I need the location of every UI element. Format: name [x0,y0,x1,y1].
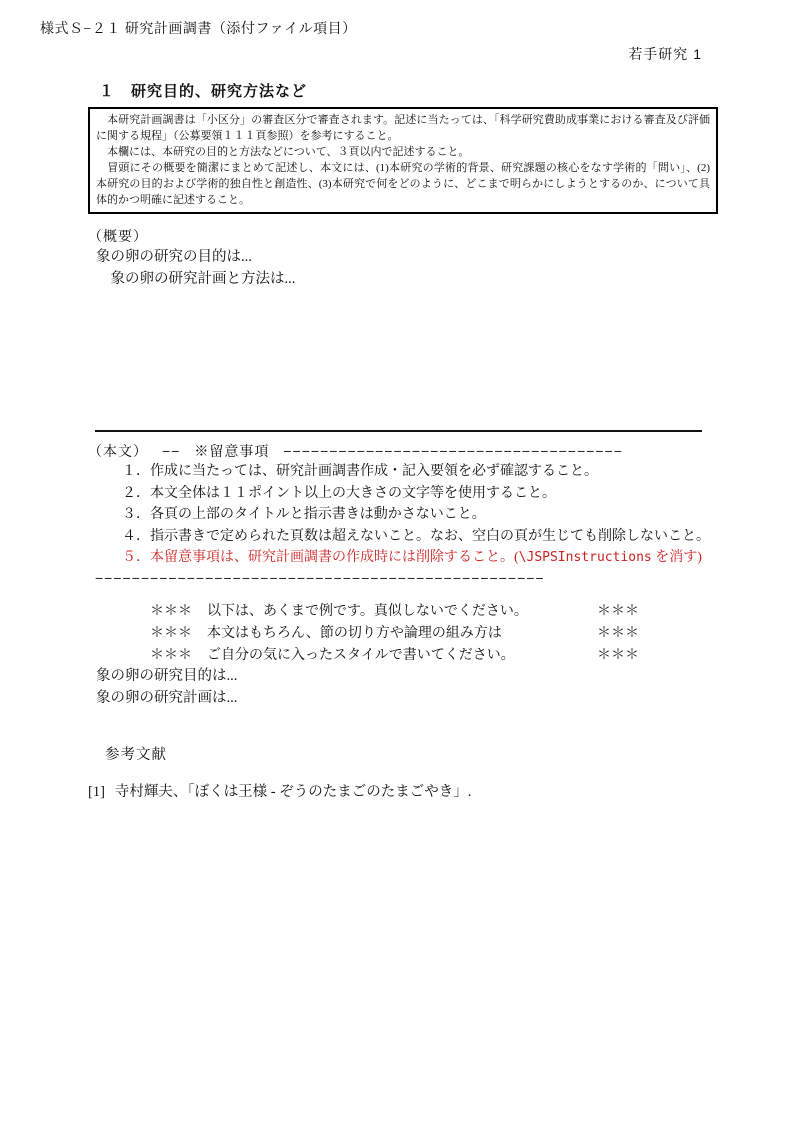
body-label: （本文） [88,443,148,459]
note-text: 作成に当たっては、研究計画調書作成・記入要領を必ず確認すること。 [150,464,598,479]
horizontal-rule [95,430,702,432]
latex-command: \JSPSInstructions [518,550,652,565]
note-text: を消す) [651,550,702,565]
notes-label: ※留意事項 [194,445,270,460]
blank-space [0,290,794,430]
dash-run: −−−−−−−−−−−−−−−−−−−−−−−−−−−−−−−−−−−−− [283,443,623,459]
reference-text: 寺村輝夫、「ぼくは王様 - ぞうのたまごのたまごやき」. [114,783,472,800]
note-text: 各頁の上部のタイトルと指示書きは動かさないこと。 [150,507,486,522]
note-item [122,461,794,483]
banner-stars-left: ＊＊＊ [150,601,192,618]
note-number: ２． [122,485,150,501]
banner-stars-right: ＊＊＊ [597,645,639,662]
banner-row [150,621,794,643]
note-item-delete-warning [122,547,794,569]
banner-row [150,643,794,665]
reference-marker: [1] [88,783,105,800]
instructions-box [88,107,718,214]
banner-row [150,599,794,621]
banner-text: 以下は、あくまで例です。真似しないでください。 [207,601,528,618]
instructions-paragraph: 冒頭にその概要を簡潔にまとめて記述し、本文には、(1)本研究の学術的背景、研究課題の核心をなす学術的「問い」、(2)本研究の目的および学術的独自性と創造性、(3)本研究で何をどのように、どこまで明らかにしようとするのか、について具体的かつ明確に記述すること。 [96,162,710,206]
note-text: 本留意事項は、研究計画調書の作成時には削除すること。( [150,550,519,565]
section-heading: １ 研究目的、研究方法など [99,83,308,100]
form-label: 様式Ｓ−２１ 研究計画調書（添付ファイル項目） [40,22,357,37]
banner-stars-right: ＊＊＊ [597,623,639,640]
note-item [122,504,794,526]
note-text: 指示書きで定められた頁数は超えないこと。なお、空白の頁が生じても削除しないこと。 [150,528,710,544]
overview-line: 象の卵の研究の目的は... [96,249,252,265]
banner-stars-right: ＊＊＊ [597,601,639,618]
note-item [122,483,794,505]
note-number: ４． [122,528,150,544]
note-number: ３． [122,507,150,522]
body-label-row [88,441,794,461]
overview-label: （概要） [88,228,148,244]
note-text: 本文全体は１１ポイント以上の大きさの文字等を使用すること。 [150,485,556,501]
category-label: 若手研究 1 [628,46,702,62]
banner-stars-left: ＊＊＊ [150,623,192,640]
dash-run: −− [162,443,181,459]
note-item [122,526,794,548]
instructions-paragraph: 本欄には、本研究の目的と方法などについて、３頁以内で記述すること。 [96,146,470,158]
reference-item [88,780,794,801]
overview-line: 象の卵の研究計画と方法は... [96,271,296,287]
banner-stars-left: ＊＊＊ [150,645,192,662]
banner-text: 本文はもちろん、節の切り方や論理の組み方は [207,623,502,640]
example-banner [0,599,794,665]
note-number: ５． [122,550,150,565]
example-body-line: 象の卵の研究目的は... [96,667,238,684]
example-body-line: 象の卵の研究計画は... [96,689,238,706]
note-number: １． [122,464,150,479]
references-heading: 参考文献 [105,746,167,763]
instructions-paragraph: 本研究計画調書は「小区分」の審査区分で審査されます。記述に当たっては、「科学研究費助成事業における審査及び評価に関する規程」（公募要領１１１頁参照）を参考にすること。 [96,114,710,142]
banner-text: ご自分の気に入ったスタイルで書いてください。 [207,645,515,662]
dash-run-end: −−−−−−−−−−−−−−−−−−−−−−−−−−−−−−−−−−−−−−−−−−−−−−−−− [95,569,545,586]
